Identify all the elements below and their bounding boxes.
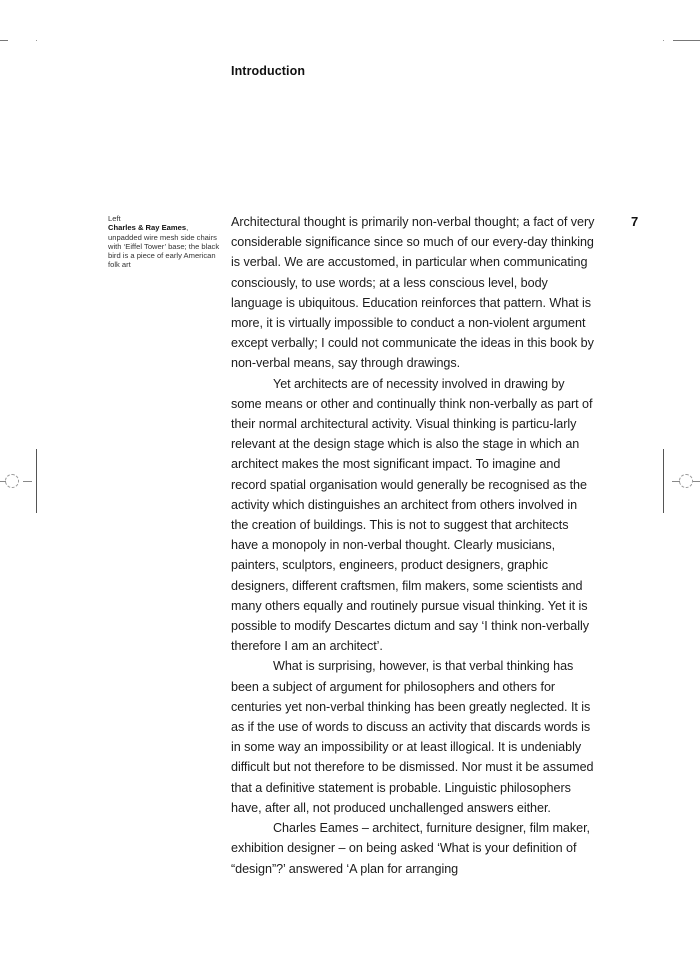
caption-title: Charles & Ray Eames (108, 223, 187, 233)
crop-mark-top-right (673, 40, 700, 41)
crop-mark-top-left (0, 40, 8, 41)
registration-mark-left (5, 474, 19, 488)
body-text (231, 212, 597, 879)
image-caption (108, 214, 220, 270)
caption-title-suffix: , (186, 223, 189, 233)
paragraph: Charles Eames – architect, furniture designer, film maker, exhibition designer – on being asked ‘What is your definition of “design”?’ answered ‘A plan for arranging (231, 821, 590, 876)
crop-mark-left-vertical (36, 449, 37, 513)
paragraph: Architectural thought is primarily non-verbal thought; a fact of very considerable significance since so much of our every-day thinking is verbal. We are accustomed, in particular when communicating consciously, to use words; at a less conscious level, body language is ubiquitous. Education reinforces that pattern. What is more, it is virtually impossible to conduct a non-violent argument except verbally; I could not communicate the ideas in this book by non-verbal means, say through drawings. (231, 215, 595, 371)
crop-dot-top-left (36, 40, 37, 41)
registration-mark-right (679, 474, 693, 488)
running-head: Introduction (231, 64, 306, 78)
paragraph: Yet architects are of necessity involved in drawing by some means or other and continually think non-verbally as part of their normal architectural activity. Visual thinking is particu-larly relevant at the design stage which is also the stage in which an architect makes the most significant impact. To imagine and record spatial organisation would generally be recognised as the activity which distinguishes an architect from others involved in the creation of buildings. This is not to suggest that architects have a monopoly in non-verbal thought. Clearly musicians, painters, sculptors, engineers, product designers, graphic designers, different craftsmen, film makers, some scientists and many others equally and routinely pursue visual thinking. Yet it is possible to modify Descartes dictum and say ‘I think non-verbally therefore I am an architect’. (231, 376, 593, 654)
caption-text: unpadded wire mesh side chairs with ‘Eiffel Tower’ base; the black bird is a piece of early American folk art (108, 232, 220, 270)
crop-dot-top-right (663, 40, 664, 41)
registration-tick-left-inner (23, 481, 32, 482)
page-number: 7 (631, 214, 639, 229)
registration-tick-right (693, 481, 700, 482)
crop-mark-right-vertical (663, 449, 664, 513)
caption-label: Left (108, 214, 121, 223)
paragraph: What is surprising, however, is that verbal thinking has been a subject of argument for philosophers and others for centuries yet non-verbal thinking has been greatly neglected. It is as if the use of words to discuss an activity that discards words is in some way an impossibility or at least illogical. It is undeniably difficult but not therefore to be dismissed. Nor must it be assumed that a definitive statement is probable. Linguistic philosophers have, after all, not produced unchallenged answers either. (231, 659, 594, 815)
